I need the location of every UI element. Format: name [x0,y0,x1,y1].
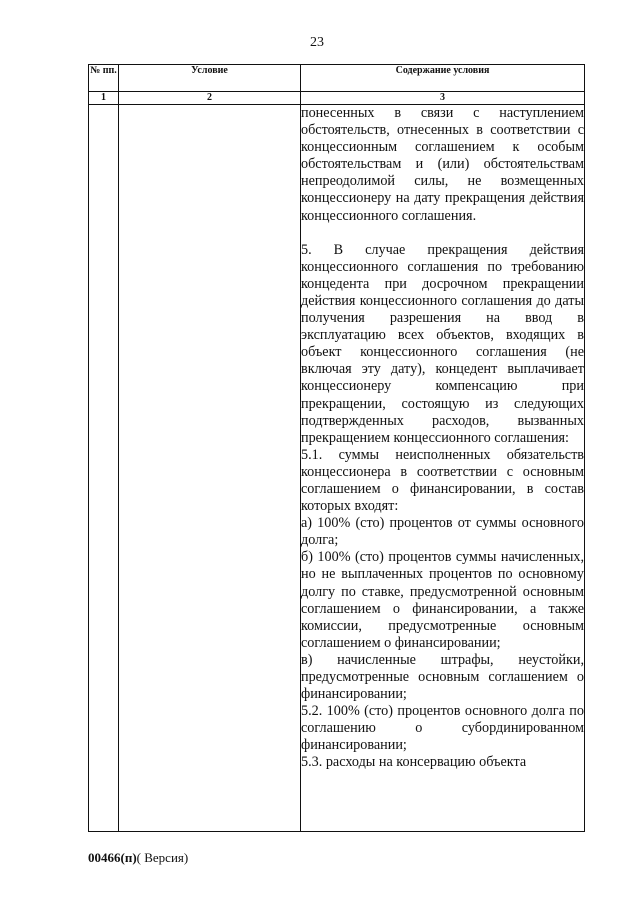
content-paragraph: 5.1. суммы неисполненных обязательств концессионера в соответствии с основным соглашением о финансировании, в состав которых входят: [301,446,584,515]
content-paragraph: в) начисленные штрафы, неустойки, предусмотренные основным соглашением о финансировании; [301,651,584,703]
content-cell [301,105,585,832]
content-paragraph: понесенных в связи с наступлением обстоятельств, отнесенных в соответствии с концессионным соглашением к особым обстоятельствам и (или) обстоятельствам непреодолимой силы, не возмещенных концессионеру на дату прекращения действия концессионного соглашения. [301,105,584,224]
header-content: Содержание условия [301,65,585,92]
document-version: ( Версия) [136,850,189,865]
content-paragraph: 5.2. 100% (сто) процентов основного долга по соглашению о субординированном финансировании; [301,703,584,754]
condition-cell [119,105,301,832]
content-paragraph: б) 100% (сто) процентов суммы начисленных, но не выплаченных процентов по основному долгу по ставке, предусмотренной основным соглашением о финансировании, а также комиссии, предусмотренные основным соглашением о финансировании; [301,549,584,651]
content-paragraph: 5. В случае прекращения действия концессионного соглашения по требованию концедента при досрочном прекращении действия концессионного соглашения до даты получения разрешения на ввод в эксплуатацию всех объектов, входящих в объект концессионного соглашения (не включая эту дату), концедент выплачивает концессионеру компенсацию при прекращении, состоящую из следующих подтвержденных расходов, вызванных прекращением концессионного соглашения: [301,241,584,446]
column-number-row [89,92,585,105]
document-code: 00466(п) [88,850,137,865]
col-number-1: 1 [89,92,119,105]
table-row [89,105,585,832]
header-condition: Условие [119,65,301,92]
paragraph-gap [301,225,584,242]
content-paragraph: 5.3. расходы на консервацию объекта [301,754,527,771]
table-header-row [89,65,585,92]
document-footer [88,850,188,866]
content-paragraph: а) 100% (сто) процентов от суммы основного долга; [301,515,584,549]
col-number-3: 3 [301,92,585,105]
header-number: № пп. [89,65,119,92]
page-number: 23 [310,35,324,50]
conditions-table [88,64,585,832]
col-number-2: 2 [119,92,301,105]
number-cell [89,105,119,832]
